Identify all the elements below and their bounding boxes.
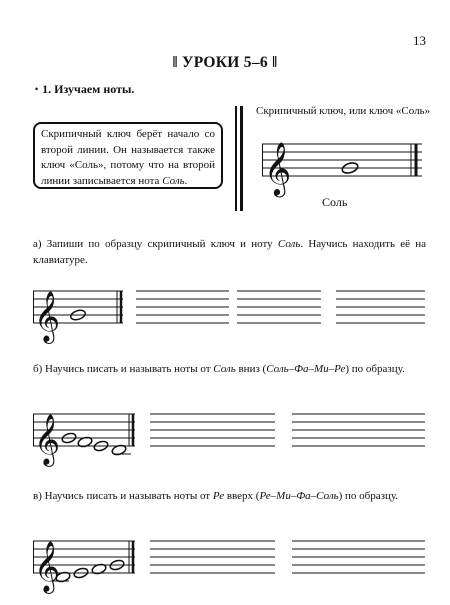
blank-staff-1	[150, 541, 275, 573]
task-c-text-end: ) по образцу.	[338, 490, 399, 502]
task-c-text-mid: вверх (	[224, 490, 260, 502]
example-caption: Скрипичный ключ, или ключ «Соль»	[256, 105, 431, 117]
treble-clef-icon: 𝄞	[264, 141, 292, 195]
staff-row-c	[33, 539, 425, 592]
section-heading	[35, 82, 134, 97]
task-b-text-end: ) по образцу.	[345, 363, 405, 375]
task-b-sequence: Соль–Фа–Ми–Ре	[266, 363, 346, 375]
blank-staff-1	[136, 291, 229, 323]
info-text-end: .	[184, 174, 188, 187]
task-b	[33, 361, 433, 377]
treble-clef-icon: 𝄞	[34, 291, 61, 342]
task-c-note: Ре	[212, 490, 225, 502]
bullet: •	[35, 84, 39, 94]
task-a-text-end: . Научись находить её на клавиатуре.	[33, 238, 426, 266]
task-b-note: Соль	[213, 363, 236, 375]
info-text: Скрипичный ключ берёт начало со второй линии. Он называется также ключ «Соль», потому что на второй линии записывается нота	[41, 128, 215, 187]
divider-bar-thin	[235, 106, 237, 211]
task-a-note: Соль	[277, 238, 301, 250]
section-heading-text: 1. Изучаем ноты.	[42, 82, 135, 96]
task-b-text: б) Научись писать и называть ноты от	[33, 363, 214, 375]
example-staff	[262, 140, 422, 200]
task-c-sequence: Ре–Ми–Фа–Соль	[259, 490, 339, 502]
blank-staff-1	[150, 414, 275, 446]
staff-row-a	[33, 289, 425, 342]
info-note-name: Соль	[162, 174, 185, 187]
task-a-text: а) Запиши по образцу скрипичный ключ и ноту	[33, 238, 278, 250]
blank-staff-2	[292, 541, 425, 573]
info-box	[33, 122, 223, 189]
blank-staff-3	[336, 291, 425, 323]
task-c-text: в) Научись писать и называть ноты от	[33, 490, 213, 502]
blank-staff-2	[237, 291, 321, 323]
lesson-title: ‖ УРОКИ 5–6 ‖	[172, 54, 278, 71]
page-number: 13	[413, 33, 426, 48]
task-b-text-mid: вниз (	[235, 363, 267, 375]
treble-clef-icon: 𝄞	[34, 414, 61, 465]
task-a	[33, 236, 426, 268]
task-c	[33, 488, 433, 504]
staff-row-b	[33, 412, 425, 465]
note-label: Соль	[322, 195, 348, 209]
divider-bar-thick	[240, 106, 243, 211]
blank-staff-2	[292, 414, 425, 446]
treble-clef-icon: 𝄞	[34, 541, 61, 592]
